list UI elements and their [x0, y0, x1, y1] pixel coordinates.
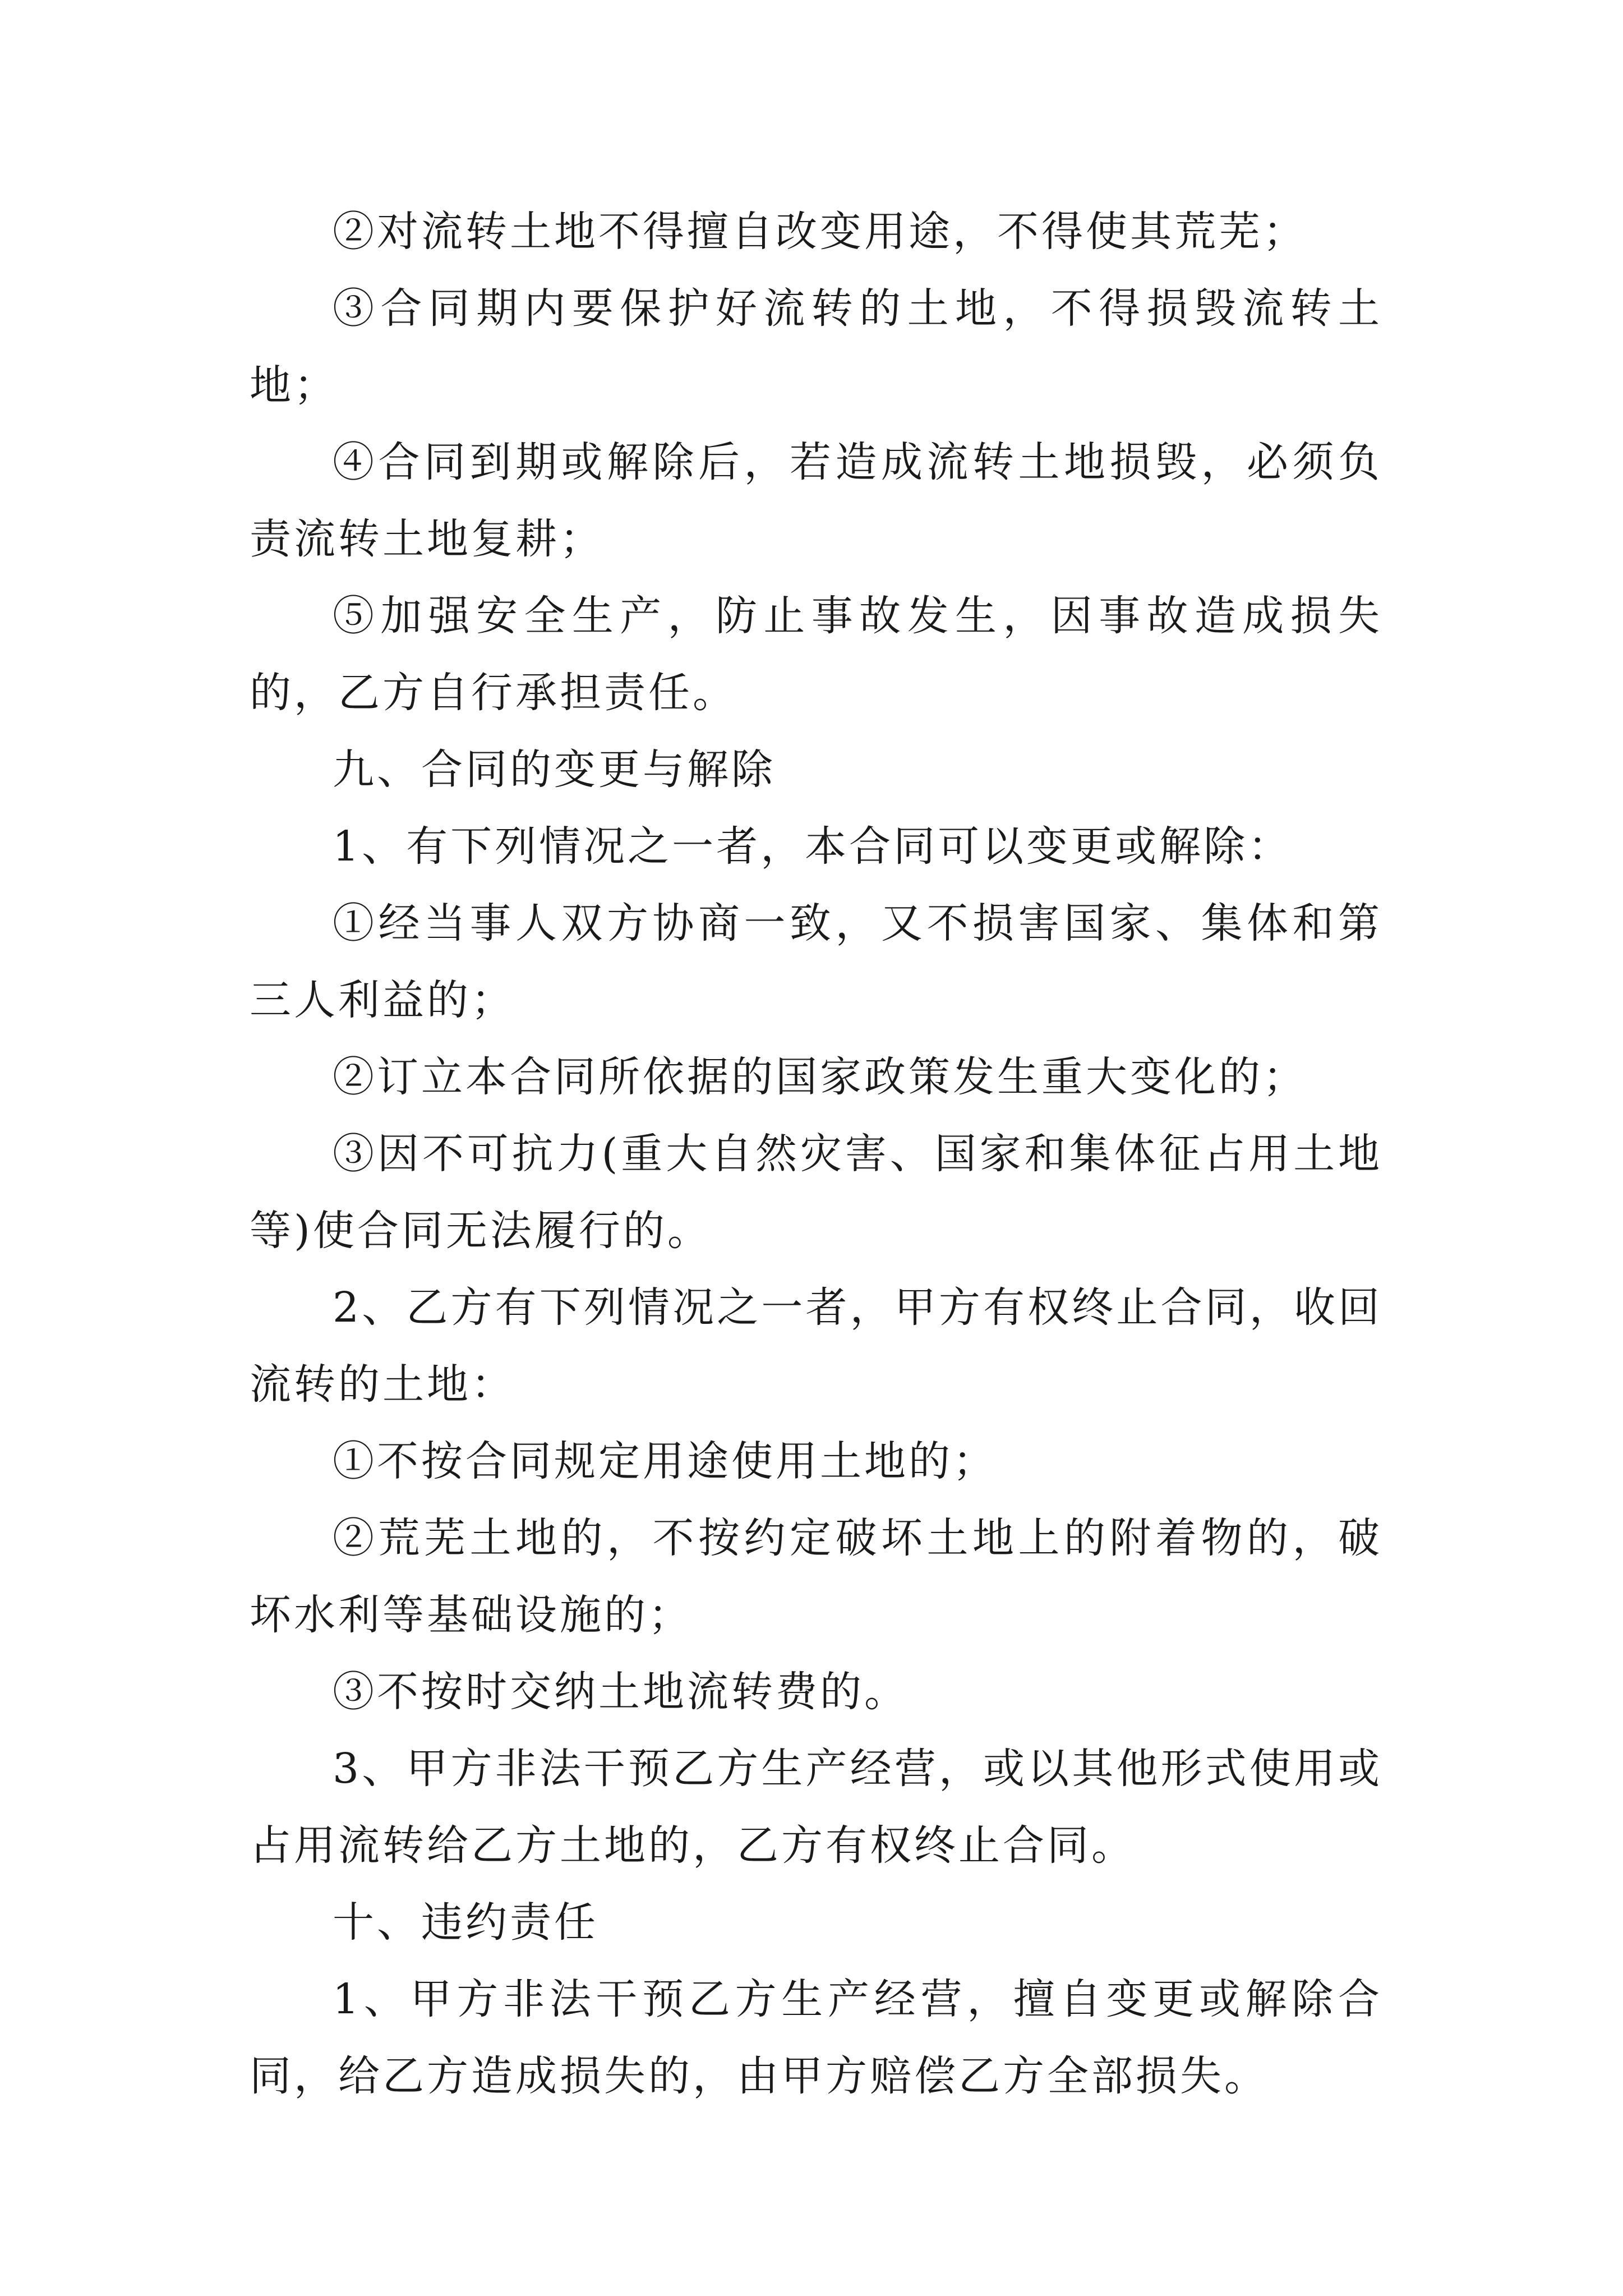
clause-8-item-2: ②对流转土地不得擅自改变用途，不得使其荒芜；: [333, 208, 1307, 256]
clause-10-1: 1、甲方非法干预乙方生产经营，擅自变更或解除合同，给乙方造成损失的，由甲方赔偿乙方全部损失。: [250, 1975, 1382, 2100]
clause-9-3: 3、甲方非法干预乙方生产经营，或以其他形式使用或占用流转给乙方土地的，乙方有权终止合同。: [250, 1745, 1382, 1870]
clause-8-item-4: ④合同到期或解除后，若造成流转土地损毁，必须负责流转土地复耕；: [250, 438, 1382, 563]
clause-9-2-item-1: ①不按合同规定用途使用土地的；: [333, 1437, 997, 1485]
clause-9-1-item-3: ③因不可抗力(重大自然灾害、国家和集体征占用土地等)使合同无法履行的。: [250, 1130, 1382, 1255]
clause-9-2: 2、乙方有下列情况之一者，甲方有权终止合同，收回流转的土地：: [250, 1283, 1382, 1409]
document-body: [250, 194, 1382, 2115]
clause-8-item-5: ⑤加强安全生产，防止事故发生，因事故造成损失的，乙方自行承担责任。: [250, 592, 1382, 717]
clause-8-item-3: ③合同期内要保护好流转的土地，不得损毁流转土地；: [250, 284, 1382, 409]
clause-9-1-item-1: ①经当事人双方协商一致，又不损害国家、集体和第三人利益的；: [250, 899, 1382, 1024]
clause-9-1: 1、有下列情况之一者，本合同可以变更或解除：: [333, 822, 1293, 871]
section-heading-9: 九、合同的变更与解除: [333, 746, 776, 794]
clause-9-2-item-3: ③不按时交纳土地流转费的。: [333, 1668, 909, 1716]
clause-9-1-item-2: ②订立本合同所依据的国家政策发生重大变化的；: [333, 1053, 1307, 1101]
section-heading-10: 十、违约责任: [333, 1898, 598, 1947]
clause-9-2-item-2: ②荒芜土地的，不按约定破坏土地上的附着物的，破坏水利等基础设施的；: [250, 1514, 1382, 1639]
